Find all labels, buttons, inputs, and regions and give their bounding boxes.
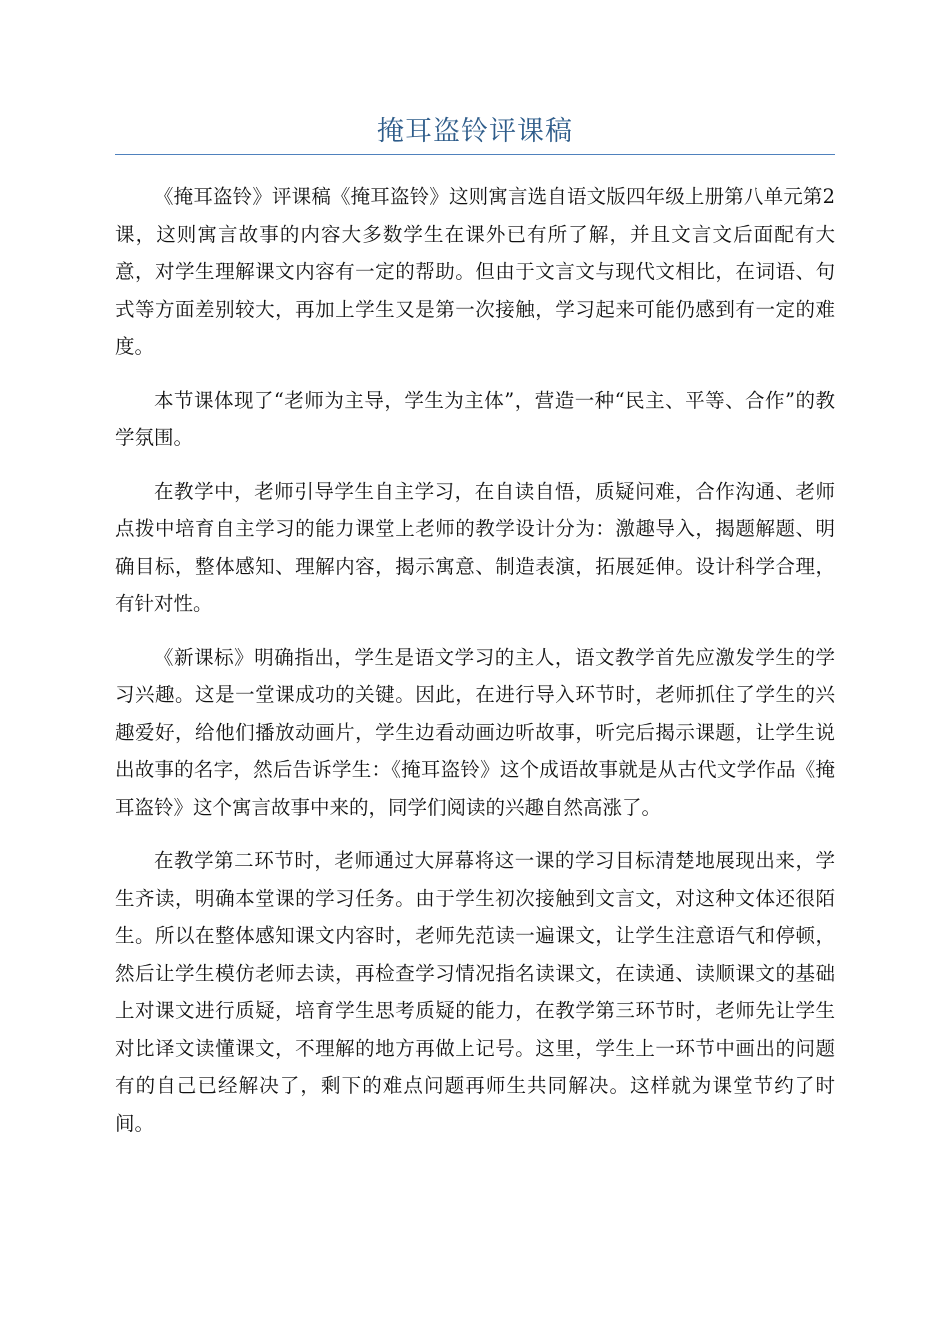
- paragraph-atmosphere: 本节课体现了“老师为主导，学生为主体”，营造一种“民主、平等、合作”的教学氛围。: [115, 388, 835, 449]
- document-body: [115, 178, 835, 1158]
- paragraph-intro: 《掩耳盗铃》评课稿《掩耳盗铃》这则寓言选自语文版四年级上册第八单元第2课，这则寓言故事的内容大多数学生在课外已有所了解，并且文言文后面配有大意，对学生理解课文内容有一定的帮助。但由于文言文与现代文相比，在词语、句式等方面差别较大，再加上学生又是第一次接触，学习起来可能仍感到有一定的难度。: [115, 185, 835, 358]
- paragraph-second-stage: 在教学第二环节时，老师通过大屏幕将这一课的学习目标清楚地展现出来，学生齐读，明确本堂课的学习任务。由于学生初次接触到文言文，对这种文体还很陌生。所以在整体感知课文内容时，老师先范读一遍课文，让学生注意语气和停顿，然后让学生模仿老师去读，再检查学习情况指名读课文，在读通、读顺课文的基础上对课文进行质疑，培育学生思考质疑的能力，在教学第三环节时，老师先让学生对比译文读懂课文，不理解的地方再做上记号。这里，学生上一环节中画出的问题有的自己已经解决了，剩下的难点问题再师生共同解决。这样就为课堂节约了时间。: [115, 849, 835, 1135]
- title-underline: [115, 154, 835, 155]
- paragraph-interest: 《新课标》明确指出，学生是语文学习的主人，语文教学首先应激发学生的学习兴趣。这是一堂课成功的关键。因此，在进行导入环节时，老师抓住了学生的兴趣爱好，给他们播放动画片，学生边看动画边听故事，听完后揭示课题，让学生说出故事的名字，然后告诉学生：《掩耳盗铃》这个成语故事就是从古代文学作品《掩耳盗铃》这个寓言故事中来的，同学们阅读的兴趣自然高涨了。: [115, 645, 835, 819]
- paragraph-teaching-design: 在教学中，老师引导学生自主学习，在自读自悟，质疑问难，合作沟通、老师点拨中培育自主学习的能力课堂上老师的教学设计分为：激趣导入，揭题解题、明确目标，整体感知、理解内容，揭示寓意、制造表演，拓展延伸。设计科学合理，有针对性。: [115, 479, 835, 615]
- document-title: 掩耳盗铃评课稿: [377, 116, 573, 147]
